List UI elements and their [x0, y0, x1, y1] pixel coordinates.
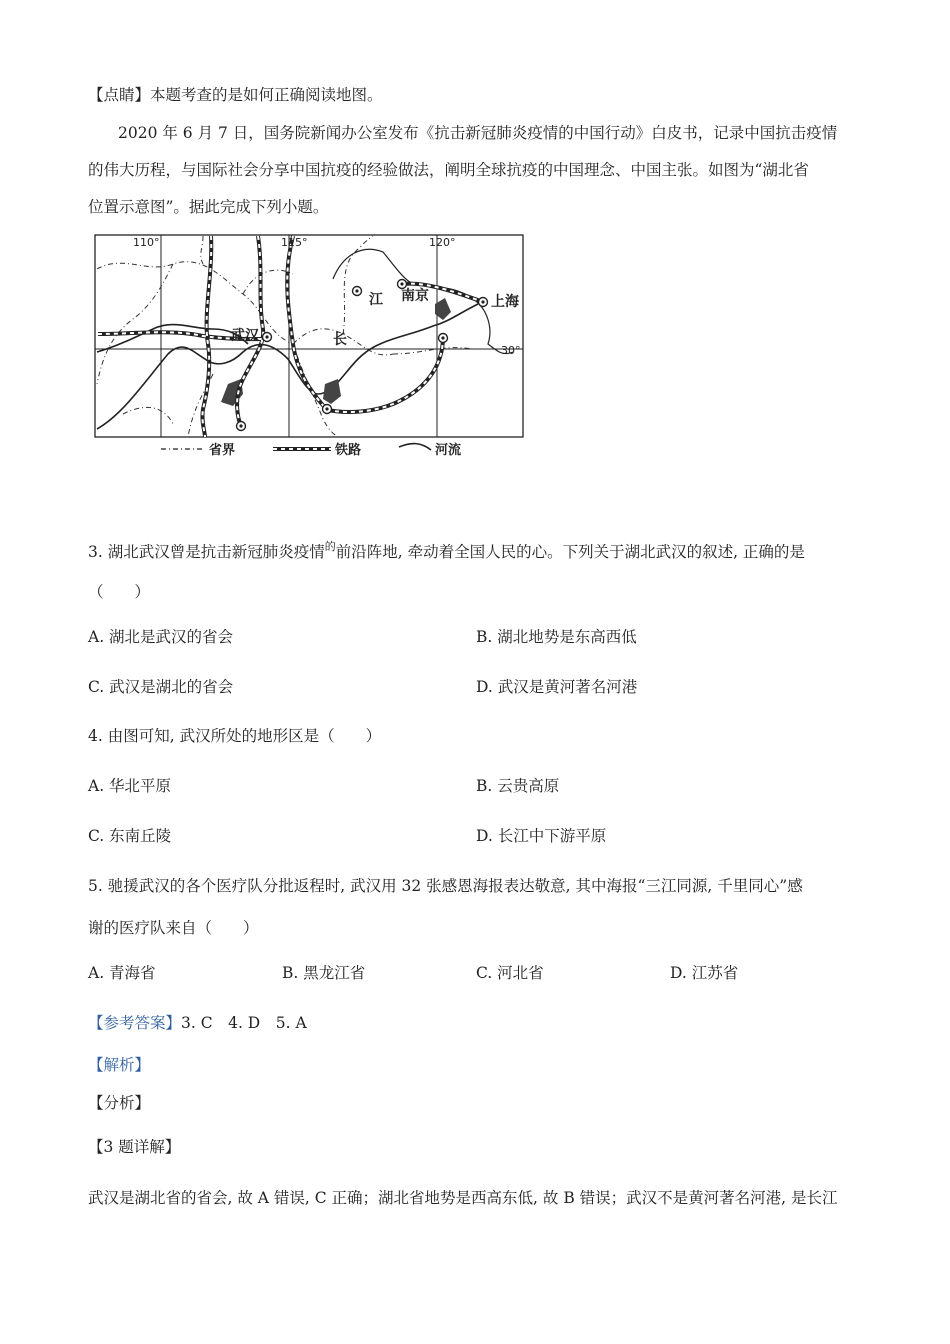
map-legend	[161, 442, 461, 458]
q5-option-b: B. 黑龙江省	[282, 964, 366, 982]
q4-option-c: C. 东南丘陵	[88, 827, 172, 845]
city-label-shanghai: 上海	[491, 294, 519, 310]
question-4: 4. 由图可知, 武汉所处的地形区是（ ）	[88, 727, 382, 745]
lat-label-30: 30°	[501, 344, 521, 357]
city-label-nanjing: 南京	[401, 288, 429, 304]
answer-line	[88, 1011, 307, 1033]
detail-3-text: 武汉是湖北省的省会, 故 A 错误, C 正确；湖北省地势是西高东低, 故 B 错误；武汉不是黄河著名河港, 是长江	[88, 1189, 838, 1207]
question-5-line-1: 5. 驰援武汉的各个医疗队分批返程时, 武汉用 32 张感恩海报表达敬意, 其中海报“三江同源, 千里同心”感	[88, 877, 803, 895]
question-3-paren: （ ）	[88, 583, 151, 601]
river-char-jiang: 江	[369, 292, 383, 308]
analysis-label: 【解析】	[88, 1056, 151, 1074]
intro-line-2: 的伟大历程，与国际社会分享中国抗疫的经验做法，阐明全球抗疫的中国理念、中国主张。如图为“湖北省	[88, 161, 809, 179]
legend-railway: 铁路	[335, 443, 362, 458]
legend-river: 河流	[435, 443, 462, 458]
city-label-wuhan: 武汉	[231, 328, 259, 344]
lon-label-115: 115°	[281, 236, 308, 249]
detail-3-label: 【3 题详解】	[88, 1138, 181, 1156]
q5-option-c: C. 河北省	[476, 964, 544, 982]
q3-option-b: B. 湖北地势是东高西低	[476, 628, 637, 646]
q4-option-d: D. 长江中下游平原	[476, 827, 607, 845]
q4-option-a: A. 华北平原	[88, 777, 172, 795]
q5-option-a: A. 青海省	[88, 964, 156, 982]
question-3: 3. 湖北武汉曾是抗击新冠肺炎疫情$^的$前沿阵地, 牵动着全国人民的心。下列关于湖北武汉的叙述, 正确的是	[88, 540, 805, 561]
q5-option-d: D. 江苏省	[670, 964, 739, 982]
lon-label-120: 120°	[429, 236, 456, 249]
intro-line-3: 位置示意图”。据此完成下列小题。	[88, 198, 329, 216]
hubei-location-map	[93, 234, 525, 459]
answer-values: 3. C 4. D 5. A	[181, 1014, 307, 1032]
note-line: 【点睛】本题考查的是如何正确阅读地图。	[88, 86, 383, 104]
q4-option-b: B. 云贵高原	[476, 777, 560, 795]
answer-label: 【参考答案】	[88, 1014, 182, 1032]
q3-option-d: D. 武汉是黄河著名河港	[476, 678, 638, 696]
q3-option-a: A. 湖北是武汉的省会	[88, 628, 234, 646]
lon-label-110: 110°	[133, 236, 160, 249]
q3-option-c: C. 武汉是湖北的省会	[88, 678, 234, 696]
intro-line-1: 2020 年 6 月 7 日，国务院新闻办公室发布《抗击新冠肺炎疫情的中国行动》白皮书，记录中国抗击疫情	[118, 124, 838, 142]
question-5-line-2: 谢的医疗队来自（ ）	[88, 919, 259, 937]
fenxi-label: 【分析】	[88, 1094, 151, 1112]
legend-boundary: 省界	[209, 443, 236, 458]
river-char-chang: 长	[333, 332, 347, 348]
